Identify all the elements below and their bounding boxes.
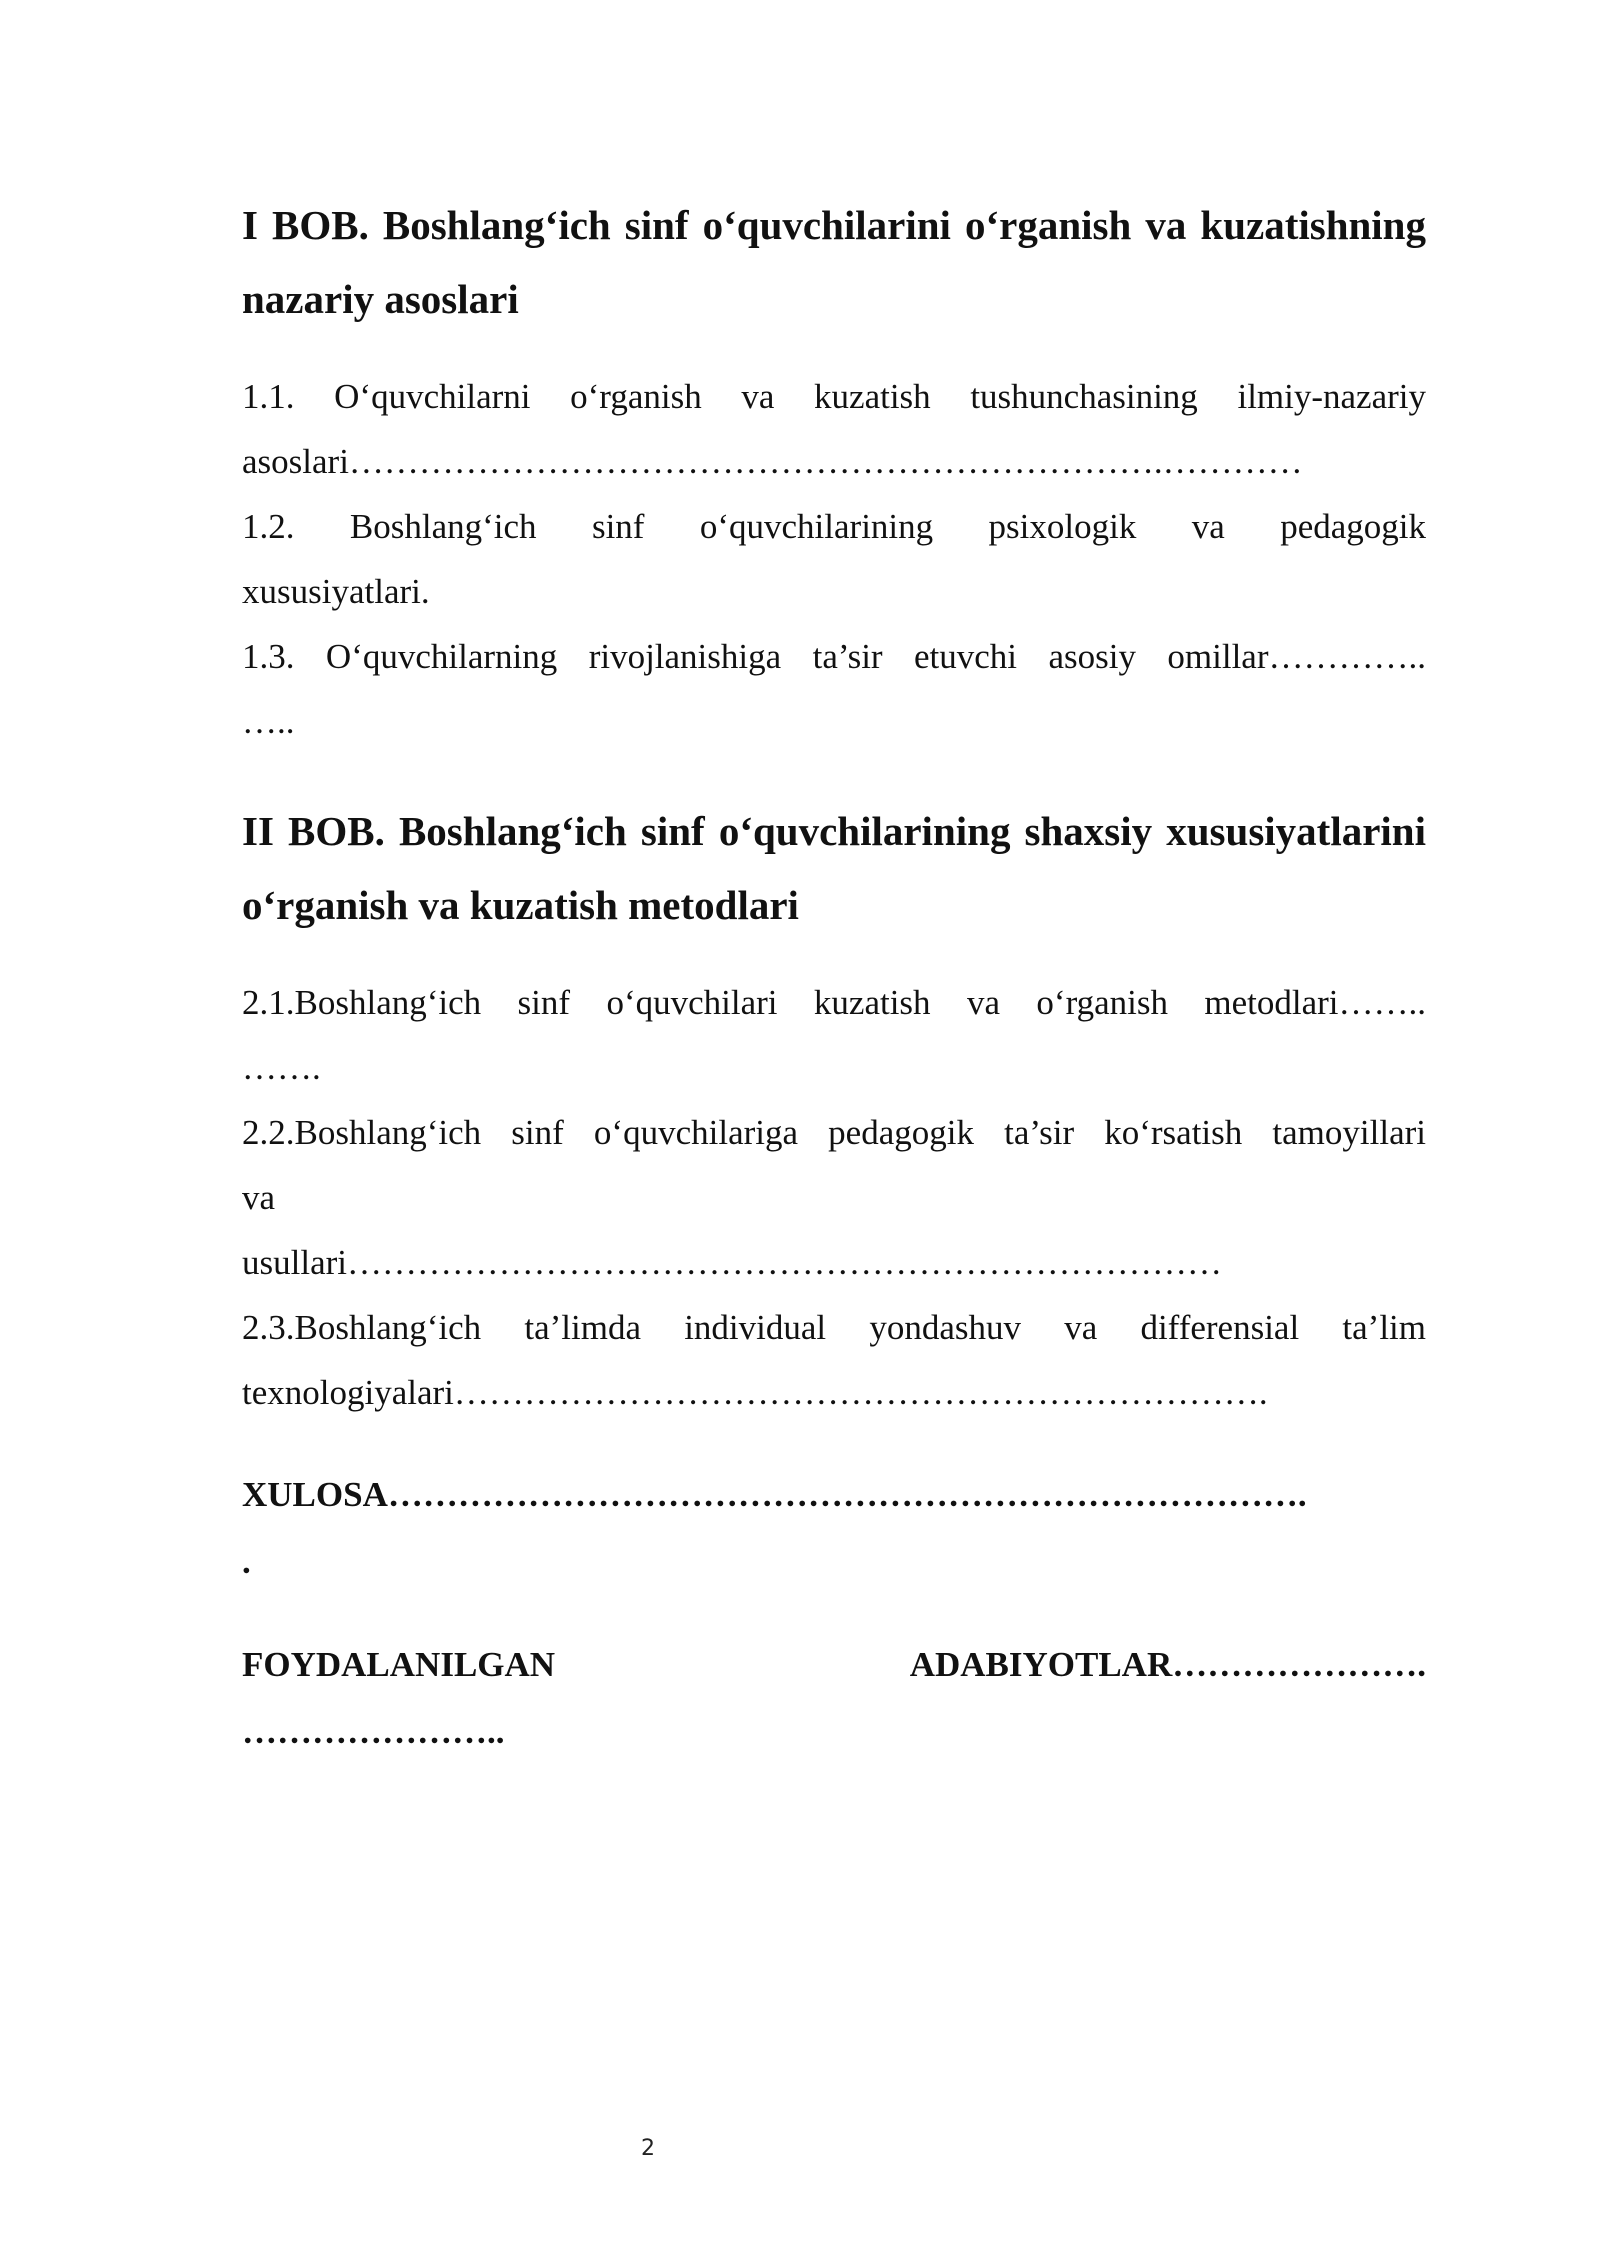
chapter-2-heading: II BOB. Boshlang‘ich sinf o‘quvchilarining shaxsiy xususiyatlarini o‘rganish va kuzatish metodlari bbox=[242, 808, 1426, 928]
spacer bbox=[242, 1425, 1426, 1461]
toc-item-2-2-line1: 2.2.Boshlang‘ich sinf o‘quvchilariga pedagogik ta’sir ko‘rsatish tamoyillari bbox=[242, 1113, 1426, 1152]
toc-item-2-3-line1: 2.3.Boshlang‘ich ta’limda individual yondashuv va differensial ta’lim bbox=[242, 1308, 1426, 1347]
chapter-1-heading: I BOB. Boshlang‘ich sinf o‘quvchilarini o‘rganish va kuzatishning nazariy asoslari bbox=[242, 202, 1426, 322]
toc-item-1-3-line2: ….. bbox=[242, 702, 295, 741]
spacer bbox=[242, 1595, 1426, 1631]
references-line1 bbox=[242, 1631, 1426, 1698]
references-left: FOYDALANILGAN bbox=[242, 1645, 556, 1684]
toc-item-2-1-line2: ……. bbox=[242, 1048, 321, 1087]
references-line2: ………………….. bbox=[242, 1712, 505, 1751]
table-of-contents bbox=[242, 188, 1426, 1765]
conclusion-line2: . bbox=[242, 1542, 251, 1581]
toc-item-2-2-line2: va bbox=[242, 1178, 276, 1217]
toc-item-1-3-line1: 1.3. O‘quvchilarning rivojlanishiga ta’sir etuvchi asosiy omillar………….. bbox=[242, 637, 1426, 676]
toc-item-2-1-line1: 2.1.Boshlang‘ich sinf o‘quvchilari kuzatish va o‘rganish metodlari…….. bbox=[242, 983, 1426, 1022]
toc-item-1-2-line2: xususiyatlari. bbox=[242, 572, 430, 611]
toc-item-1-1-line1: 1.1. O‘quvchilarni o‘rganish va kuzatish tushunchasining ilmiy-nazariy bbox=[242, 377, 1426, 416]
references-right: ADABIYOTLAR…………………. bbox=[909, 1645, 1426, 1684]
toc-item-2-3-line2: texnologiyalari……………………………………………………………. bbox=[242, 1373, 1268, 1412]
conclusion-line1: XULOSA……………………………………………………………………. bbox=[242, 1475, 1307, 1514]
toc-item-2-2-line3: usullari………………………………………………………………… bbox=[242, 1243, 1222, 1282]
toc-item-1-2-line1: 1.2. Boshlang‘ich sinf o‘quvchilarining psixologik va pedagogik bbox=[242, 507, 1426, 546]
page-number: 2 bbox=[641, 2136, 655, 2161]
toc-item-1-1-line2: asoslari…………………………………………………………….………… bbox=[242, 442, 1303, 481]
